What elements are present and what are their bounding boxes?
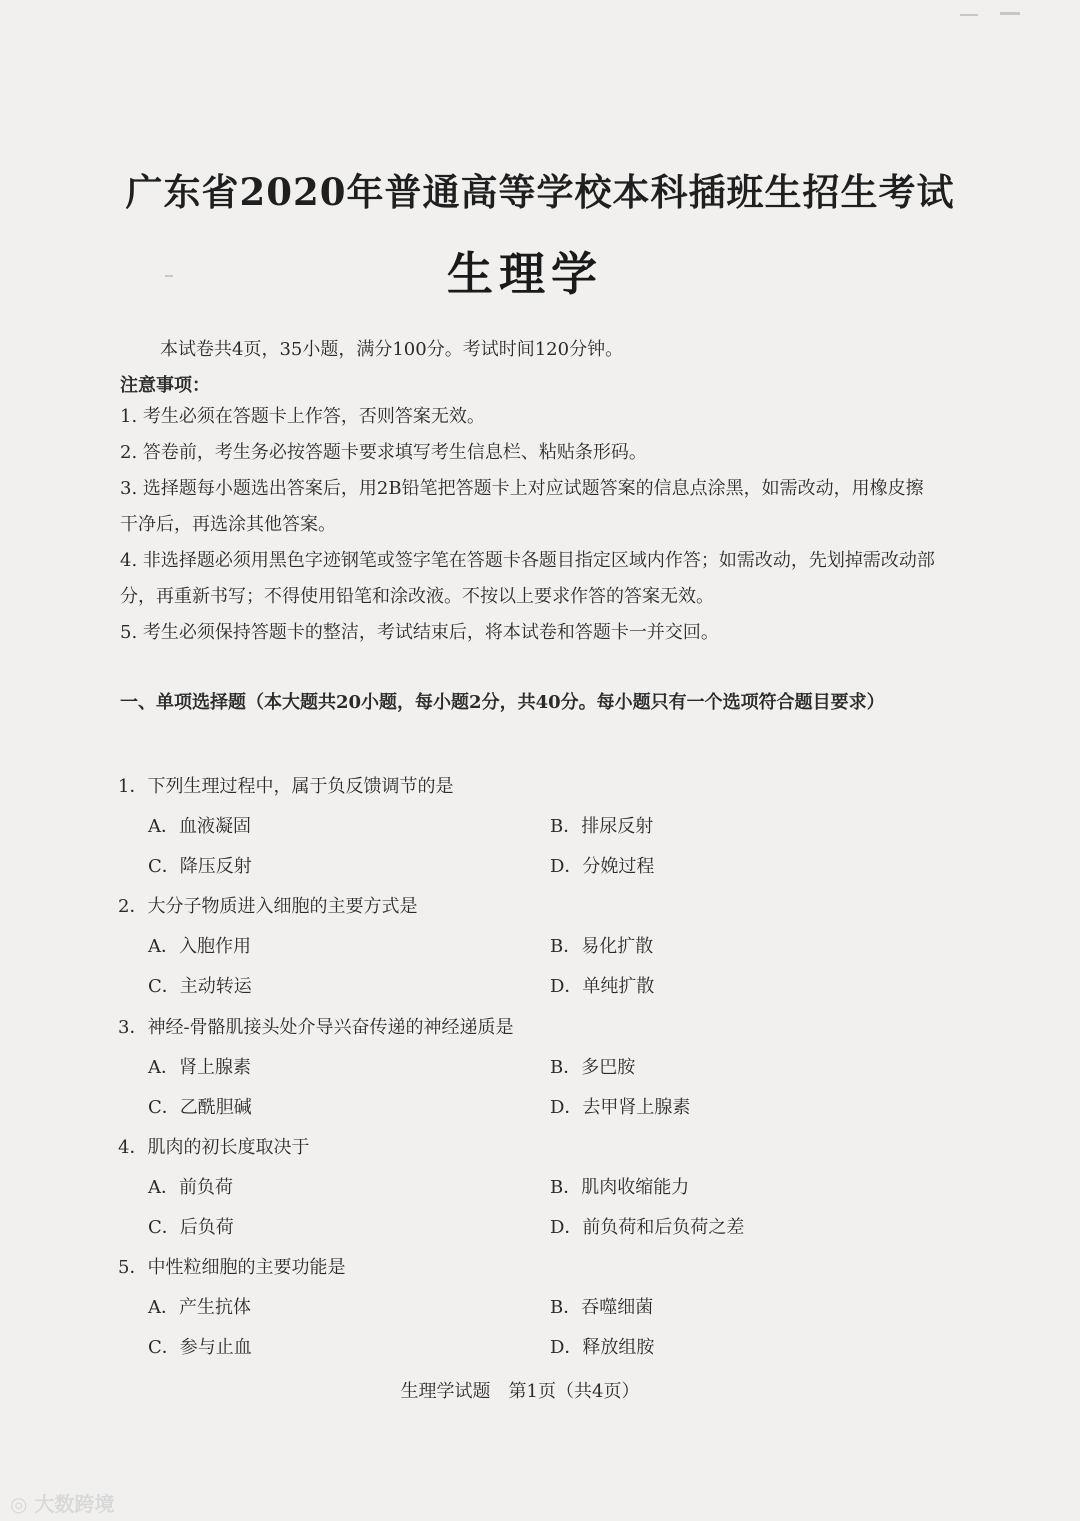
watermark-logo [10, 1488, 114, 1517]
question-stem: 3．神经-骨骼肌接头处介导兴奋传递的神经递质是 [118, 1017, 514, 1038]
section-text: 单项选择题（本大题共20小题，每小题2分，共40分。每小题只有一个选项符合题目要求） [156, 692, 885, 713]
option-a: A．入胞作用 [148, 936, 251, 957]
note-item: 1. 考生必须在答题卡上作答，否则答案无效。 [120, 406, 485, 427]
exam-title: 广东省2020年普通高等学校本科插班生招生考试 [125, 170, 955, 214]
page-footer: 生理学试题 第1页（共4页） [400, 1381, 640, 1402]
notes-heading: 注意事项： [120, 375, 210, 396]
option-a: A．肾上腺素 [148, 1057, 251, 1078]
option-d: D．去甲肾上腺素 [550, 1097, 691, 1118]
section-heading [120, 684, 940, 722]
exam-intro: 本试卷共4页，35小题，满分100分。考试时间120分钟。 [160, 339, 624, 360]
subject-title: 生理学 [447, 247, 603, 301]
note-item: 4. 非选择题必须用黑色字迹钢笔或签字笔在答题卡各题目指定区域内作答；如需改动，先划掉需改动部分，再重新书写；不得使用铅笔和涂改液。不按以上要求作答的答案无效。 [120, 550, 935, 607]
watermark-text: 大数跨境 [34, 1492, 115, 1516]
option-b: B．易化扩散 [550, 936, 654, 957]
option-b: B．多巴胺 [550, 1057, 636, 1078]
option-b: B．吞噬细菌 [550, 1297, 654, 1318]
option-c: C．主动转运 [148, 976, 252, 997]
option-a: A．血液凝固 [148, 816, 251, 837]
scan-mark [960, 14, 978, 16]
note-item: 5. 考生必须保持答题卡的整洁，考试结束后，将本试卷和答题卡一并交回。 [120, 622, 719, 643]
option-d: D．单纯扩散 [550, 976, 655, 997]
option-c: C．降压反射 [148, 856, 252, 877]
option-c: C．参与止血 [148, 1337, 252, 1358]
option-d: D．前负荷和后负荷之差 [550, 1217, 745, 1238]
note-item: 2. 答卷前，考生务必按答题卡要求填写考生信息栏、粘贴条形码。 [120, 442, 647, 463]
option-d: D．分娩过程 [550, 856, 655, 877]
option-b: B．排尿反射 [550, 816, 654, 837]
section-number: 一、 [120, 692, 156, 713]
option-c: C．后负荷 [148, 1217, 234, 1238]
question-stem: 4．肌肉的初长度取决于 [118, 1137, 310, 1158]
scan-mark [1000, 12, 1020, 15]
option-d: D．释放组胺 [550, 1337, 655, 1358]
question-stem: 2．大分子物质进入细胞的主要方式是 [118, 896, 418, 917]
watermark-icon: ◎ [10, 1492, 28, 1516]
option-b: B．肌肉收缩能力 [550, 1177, 690, 1198]
option-a: A．产生抗体 [148, 1297, 251, 1318]
option-a: A．前负荷 [148, 1177, 233, 1198]
note-item: 3. 选择题每小题选出答案后，用2B铅笔把答题卡上对应试题答案的信息点涂黑，如需改动，用橡皮擦干净后，再选涂其他答案。 [120, 478, 924, 535]
question-stem: 1．下列生理过程中，属于负反馈调节的是 [118, 776, 454, 797]
option-c: C．乙酰胆碱 [148, 1097, 252, 1118]
question-stem: 5．中性粒细胞的主要功能是 [118, 1257, 346, 1278]
